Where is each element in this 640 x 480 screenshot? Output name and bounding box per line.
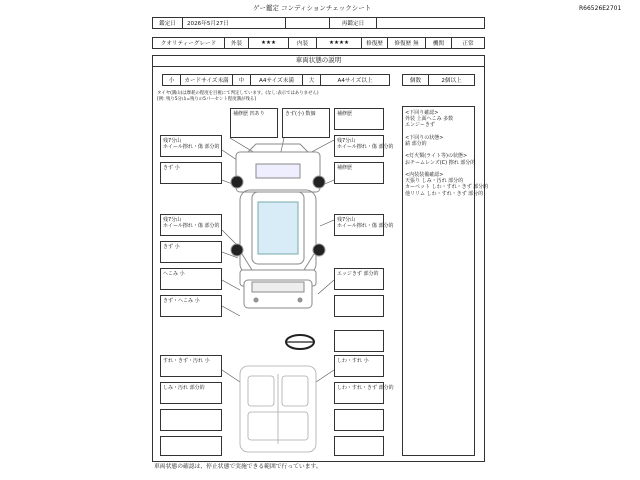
callout-box: しみ・汚れ 部分的 [160, 382, 222, 404]
callout-box: エッジきず 部分的 [334, 268, 384, 290]
callout-box: 残7分山 ホイール擦れ・傷 [334, 135, 384, 157]
car-top-view [236, 144, 320, 286]
vehicle-diagram [222, 130, 334, 455]
quality-grade-label: クオリティーグレード [153, 38, 225, 48]
legend-key-large: 大 [303, 75, 321, 85]
tire-note-1: タイヤ(溝山)は摩耗の程度を目視にて判定しています。(なし:表示ではありません) [157, 91, 319, 96]
callout-box: しわ・すれ 小 [334, 355, 384, 377]
repair-history-label: 修復歴 [362, 38, 388, 48]
callout-box: きず 小 [160, 162, 222, 184]
callout-box [160, 409, 222, 431]
legend-key-medium: 中 [233, 75, 251, 85]
callout-box: 残7分山 ホイール擦れ・傷 部分的 [160, 135, 222, 157]
grade-row [152, 37, 485, 49]
callout-box: 残7分山 ホイール擦れ・傷 [334, 214, 384, 236]
section-divider [152, 66, 485, 67]
callout-box [334, 409, 384, 431]
steering-wheel-icon [286, 335, 314, 349]
callout-box: 補修歴 [334, 162, 384, 184]
callout-box: きず 小 [160, 241, 222, 263]
size-legend [162, 74, 390, 86]
kantei-label: 鑑定日 [153, 18, 183, 28]
rekantei-label: 再鑑定日 [329, 18, 377, 28]
engine-label: 機関 [426, 38, 452, 48]
notes-text: <下回り確認> 外装 上面へこみ 多数 エンジーきず <下回りの状態> 錆 部分的 <灯火類(ライト等)の状態> おチームレンズ(C) 擦れ 部分的 <内装装備確認> 天張り しみ・汚れ 部分的 カーペット しわ・すれ・きず 部分的 他リリム しわ・すれ・きず 部分的 [405, 110, 489, 197]
callout-box: すれ・きず・汚れ 小 [160, 355, 222, 377]
callout-box: 残7分山 ホイール擦れ・傷 部分的 [160, 214, 222, 236]
legend-desc-large: A4サイズ以上 [337, 78, 373, 84]
kantei-value: 2026年5月27日 [183, 18, 286, 28]
date-row [152, 17, 485, 29]
legend-desc-medium: A4サイズ未満 [251, 75, 303, 85]
exterior-label: 外装 [225, 38, 249, 48]
section-title: 車両状態の説明 [295, 56, 342, 64]
exterior-value: ★★★ [249, 38, 289, 48]
repair-history-value: 修復歴 無 [388, 38, 426, 48]
car-interior-view [240, 366, 316, 452]
callout-box [160, 436, 222, 456]
legend-desc-small: カードサイズ未満 [181, 75, 233, 85]
sheet-title: ゲー鑑定 コンディションチェックシート [253, 4, 372, 12]
legend-key-small: 小 [163, 75, 181, 85]
callout-box: しわ・すれ・きず 部分的 [334, 382, 384, 404]
callout-box [334, 330, 384, 352]
footer-note: 車両状態の確認は、停止状態で実施できる範囲で行っています。 [154, 464, 322, 470]
callout-box: きず・へこみ 小 [160, 295, 222, 317]
callout-box [334, 295, 384, 317]
count-label: 個数 [403, 75, 429, 85]
count-legend [402, 74, 475, 86]
callout-box: きず(小) 数個 [282, 108, 330, 138]
interior-value: ★★★★ [317, 38, 362, 48]
interior-label: 内装 [289, 38, 317, 48]
tire-note-2: [例: 残り5分山=残りの5パーセント程度溝が残る] [157, 97, 256, 102]
callout-box: へこみ 小 [160, 268, 222, 290]
count-value: 2個以上 [441, 78, 462, 84]
callout-box [334, 436, 384, 456]
engine-value: 正常 [462, 41, 474, 47]
notes-panel [402, 106, 489, 456]
sheet-id: R66526E2701 [579, 5, 622, 12]
car-rear-view [244, 280, 312, 308]
rekantei-value [377, 18, 484, 28]
callout-box: 補修歴 凹あり [230, 108, 278, 138]
callout-box: 補修歴 [334, 108, 384, 130]
